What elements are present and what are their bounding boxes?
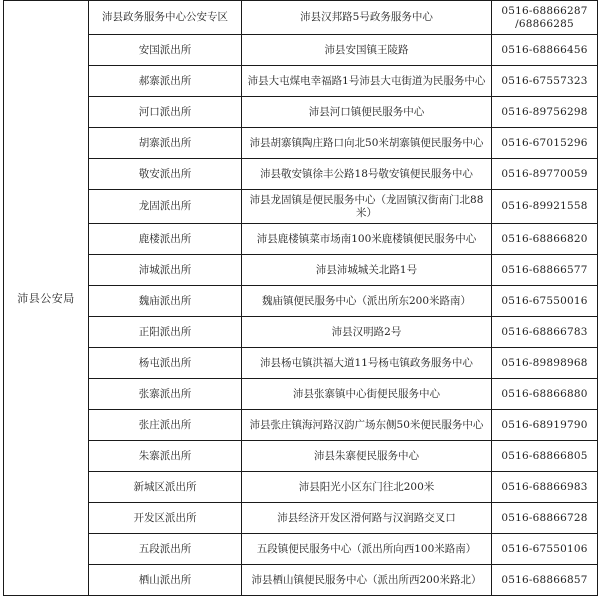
phone-cell: 0516-68866456 — [492, 35, 598, 66]
station-name-cell: 新城区派出所 — [89, 472, 242, 503]
station-name-cell: 魏庙派出所 — [89, 286, 242, 317]
station-name-cell: 龙固派出所 — [89, 190, 242, 224]
station-name-cell: 敬安派出所 — [89, 159, 242, 190]
table-row — [4, 35, 598, 66]
phone-cell: 0516-67550106 — [492, 534, 598, 565]
station-name-cell: 河口派出所 — [89, 97, 242, 128]
address-cell: 沛县栖山镇便民服务中心（派出所西200米路北） — [242, 565, 492, 596]
table-row — [4, 286, 598, 317]
table-row — [4, 410, 598, 441]
phone-cell: 0516-68919790 — [492, 410, 598, 441]
station-name-cell: 栖山派出所 — [89, 565, 242, 596]
table-row — [4, 348, 598, 379]
table-body — [4, 1, 598, 596]
phone-cell: 0516-67557323 — [492, 66, 598, 97]
station-name-cell: 开发区派出所 — [89, 503, 242, 534]
table-row — [4, 534, 598, 565]
table-row — [4, 472, 598, 503]
station-name-cell: 安国派出所 — [89, 35, 242, 66]
address-cell: 五段镇便民服务中心（派出所向西100米路南） — [242, 534, 492, 565]
table-row — [4, 159, 598, 190]
table-row — [4, 128, 598, 159]
document-page — [3, 0, 598, 596]
station-name-cell: 胡寨派出所 — [89, 128, 242, 159]
phone-cell: 0516-68866577 — [492, 255, 598, 286]
address-cell: 沛县敬安镇徐丰公路18号敬安镇便民服务中心 — [242, 159, 492, 190]
address-cell: 沛县河口镇便民服务中心 — [242, 97, 492, 128]
phone-number-extra: /68866285 — [515, 17, 574, 30]
address-cell: 魏庙镇便民服务中心（派出所东200米路南） — [242, 286, 492, 317]
station-name-cell: 正阳派出所 — [89, 317, 242, 348]
table-row — [4, 565, 598, 596]
phone-number: 0516-68866287 — [501, 4, 588, 17]
address-cell: 沛县沛城城关北路1号 — [242, 255, 492, 286]
phone-cell: 0516-67550016 — [492, 286, 598, 317]
address-cell: 沛县经济开发区滑何路与汉润路交叉口 — [242, 503, 492, 534]
station-name-cell: 张寨派出所 — [89, 379, 242, 410]
station-name-cell: 沛城派出所 — [89, 255, 242, 286]
table-row — [4, 224, 598, 255]
table-row — [4, 379, 598, 410]
phone-cell: 0516-68866728 — [492, 503, 598, 534]
table-row — [4, 66, 598, 97]
agency-name-cell: 沛县公安局 — [4, 1, 89, 596]
phone-cell: 0516-68866820 — [492, 224, 598, 255]
table-row — [4, 317, 598, 348]
phone-cell: 0516-68866880 — [492, 379, 598, 410]
address-cell: 沛县阳光小区东门往北200米 — [242, 472, 492, 503]
phone-cell: 0516-89898968 — [492, 348, 598, 379]
table-row — [4, 97, 598, 128]
table-row — [4, 190, 598, 224]
phone-cell: 0516-89921558 — [492, 190, 598, 224]
address-cell: 沛县龙固镇是便民服务中心（龙固镇汉街南门北88米） — [242, 190, 492, 224]
table-row — [4, 255, 598, 286]
address-cell: 沛县张寨镇中心街便民服务中心 — [242, 379, 492, 410]
station-name-cell: 杨屯派出所 — [89, 348, 242, 379]
table-row — [4, 441, 598, 472]
police-station-table — [3, 0, 598, 596]
address-cell: 沛县朱寨便民服务中心 — [242, 441, 492, 472]
address-cell: 沛县大屯煤电幸福路1号沛县大屯街道为民服务中心 — [242, 66, 492, 97]
station-name-cell: 鹿楼派出所 — [89, 224, 242, 255]
phone-cell: 0516-68866783 — [492, 317, 598, 348]
table-row — [4, 503, 598, 534]
address-cell: 沛县张庄镇海河路汉韵广场东侧50米便民服务中心 — [242, 410, 492, 441]
station-name-cell: 张庄派出所 — [89, 410, 242, 441]
phone-cell — [492, 1, 598, 35]
station-name-cell: 朱寨派出所 — [89, 441, 242, 472]
address-cell: 沛县安国镇王陵路 — [242, 35, 492, 66]
phone-cell: 0516-89770059 — [492, 159, 598, 190]
phone-cell: 0516-67015296 — [492, 128, 598, 159]
phone-cell: 0516-68866857 — [492, 565, 598, 596]
station-name-cell: 郝寨派出所 — [89, 66, 242, 97]
address-cell: 沛县鹿楼镇菜市场南100米鹿楼镇便民服务中心 — [242, 224, 492, 255]
phone-cell: 0516-89756298 — [492, 97, 598, 128]
table-row — [4, 1, 598, 35]
station-name-cell: 沛县政务服务中心公安专区 — [89, 1, 242, 35]
station-name-cell: 五段派出所 — [89, 534, 242, 565]
address-cell: 沛县胡寨镇陶庄路口向北50米胡寨镇便民服务中心 — [242, 128, 492, 159]
phone-cell: 0516-68866805 — [492, 441, 598, 472]
address-cell: 沛县汉明路2号 — [242, 317, 492, 348]
phone-cell: 0516-68866983 — [492, 472, 598, 503]
address-cell: 沛县汉邦路5号政务服务中心 — [242, 1, 492, 35]
address-cell: 沛县杨屯镇洪福大道11号杨屯镇政务服务中心 — [242, 348, 492, 379]
